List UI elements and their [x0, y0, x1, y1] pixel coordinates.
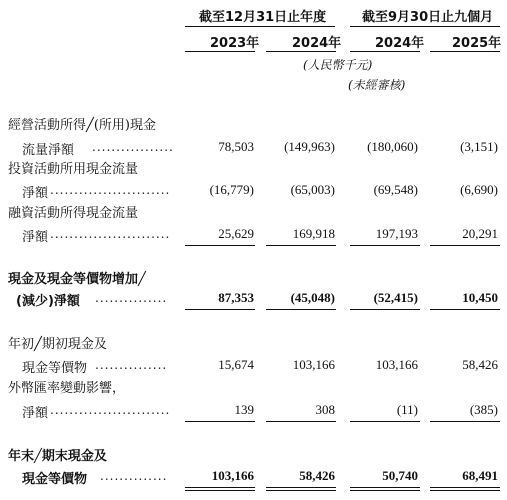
cell-value: 50,740: [382, 468, 418, 483]
double-rule-bottom-2: [266, 490, 336, 491]
row-label-financing-line2: 淨額: [22, 230, 49, 245]
cell-value: 15,674: [218, 357, 254, 372]
row-label-investing-line1: 投資活動所用現金流量: [8, 162, 139, 177]
row-label-investing-line2: 淨額: [22, 186, 49, 201]
cell-value: 197,193: [375, 226, 418, 241]
leader-dots: .........................: [50, 403, 171, 417]
year-underline-4: [430, 51, 500, 52]
cell-value: 103,166: [211, 468, 254, 483]
cell-value: (3,151): [460, 139, 498, 154]
cell-value: 103,166: [375, 357, 418, 372]
double-rule-top-1: [185, 487, 255, 488]
double-rule-bottom-1: [185, 490, 255, 491]
group2-underline: [350, 26, 500, 27]
subtotal-rule-2: [266, 421, 336, 422]
year-underline-3: [350, 51, 420, 52]
cell-value: (45,048): [290, 290, 335, 305]
cell-value: (65,003): [290, 182, 335, 197]
row-label-net-change-line1: 現金及現金等價物增加╱: [8, 272, 146, 287]
double-rule-top-4: [430, 487, 500, 488]
group1-underline: [185, 26, 335, 27]
column-group-year-ended: 截至12月31日止年度: [199, 10, 327, 25]
cell-value: (16,779): [209, 182, 254, 197]
cell-value: 20,291: [462, 226, 498, 241]
total-rule-1: [185, 309, 255, 310]
leader-dots: .................: [92, 140, 174, 154]
row-label-operating-line2: 流量淨額: [22, 143, 75, 158]
row-label-fx-effect-line1: 外幣匯率變動影響，: [8, 381, 126, 396]
column-group-nine-months: 截至9月30日止九個月: [362, 10, 494, 25]
row-label-fx-effect-line2: 淨額: [22, 406, 49, 421]
cell-value: (385): [469, 402, 498, 417]
year-header-2: 2024年: [292, 36, 342, 51]
cell-value: (11): [396, 402, 418, 417]
subtotal-rule-1: [185, 421, 255, 422]
cell-value: (6,690): [460, 182, 498, 197]
year-header-4: 2025年: [452, 36, 502, 51]
total-rule-4: [430, 309, 500, 310]
row-label-operating-line1: 經營活動所得╱(所用)現金: [8, 118, 156, 133]
year-header-1: 2023年: [210, 36, 260, 51]
row-label-net-change-line2: (減少)淨額: [16, 294, 80, 309]
subtotal-rule-4: [430, 421, 500, 422]
cell-value: (149,963): [284, 139, 335, 154]
leader-dots: ...............: [95, 358, 168, 372]
currency-unit: (人民幣千元): [303, 58, 373, 72]
cell-value: 68,491: [462, 468, 498, 483]
cell-value: 308: [315, 402, 335, 417]
total-rule-2: [266, 309, 336, 310]
subtotal-rule-1: [185, 245, 255, 246]
double-rule-bottom-4: [430, 490, 500, 491]
year-underline-1: [185, 51, 255, 52]
cell-value: (52,415): [373, 290, 418, 305]
row-label-closing-cash-line2: 現金等價物: [22, 472, 88, 487]
leader-dots: ...............: [95, 291, 168, 305]
cell-value: 103,166: [292, 357, 335, 372]
cell-value: 87,353: [218, 290, 254, 305]
row-label-opening-cash-line2: 現金等價物: [22, 361, 88, 376]
double-rule-top-2: [266, 487, 336, 488]
cell-value: 58,426: [462, 357, 498, 372]
year-header-3: 2024年: [375, 36, 425, 51]
double-rule-bottom-3: [350, 490, 420, 491]
row-label-opening-cash-line1: 年初╱期初現金及: [8, 337, 107, 352]
subtotal-rule-4: [430, 245, 500, 246]
row-label-closing-cash-line1: 年末╱期末現金及: [8, 449, 107, 464]
subtotal-rule-3: [350, 421, 420, 422]
cell-value: 25,629: [218, 226, 254, 241]
year-underline-2: [266, 51, 336, 52]
cell-value: 139: [234, 402, 254, 417]
row-label-financing-line1: 融資活動所得現金流量: [8, 206, 139, 221]
leader-dots: .........................: [50, 227, 171, 241]
cell-value: 169,918: [292, 226, 335, 241]
leader-dots: .........................: [50, 183, 171, 197]
cell-value: (69,548): [373, 182, 418, 197]
subtotal-rule-3: [350, 245, 420, 246]
leader-dots: ..............: [100, 469, 168, 483]
cell-value: 78,503: [218, 139, 254, 154]
subtotal-rule-2: [266, 245, 336, 246]
double-rule-top-3: [350, 487, 420, 488]
cell-value: 58,426: [299, 468, 335, 483]
cell-value: 10,450: [462, 290, 498, 305]
total-rule-3: [350, 309, 420, 310]
unaudited-note: (未經審核): [348, 78, 406, 92]
cell-value: (180,060): [367, 139, 418, 154]
